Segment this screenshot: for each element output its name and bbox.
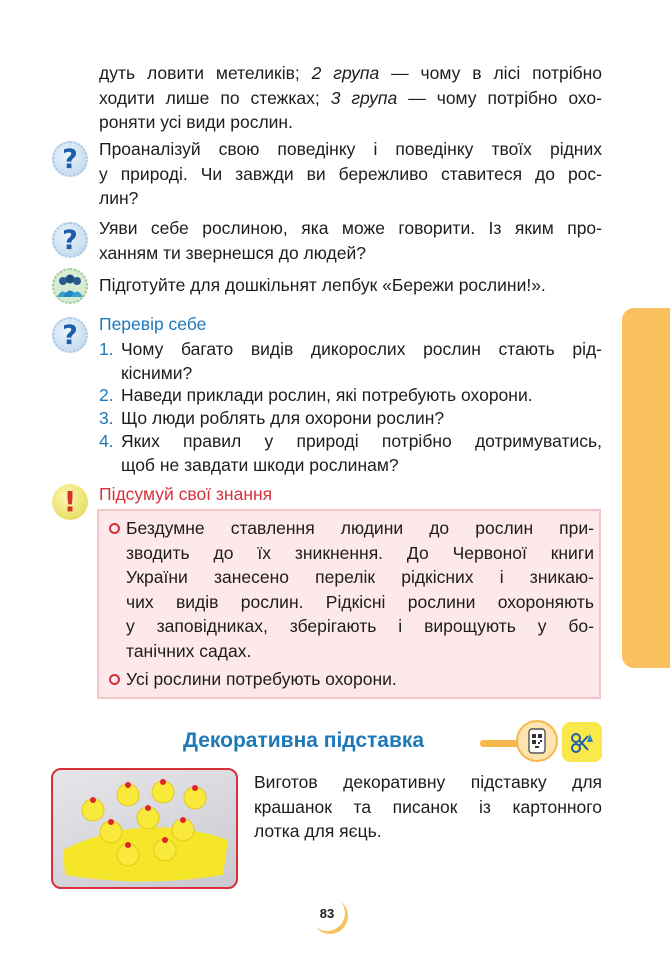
summary-line: Бездумне ставлення людини до рослин при- — [126, 518, 594, 538]
intro-line-1: дуть ловити метеликів; 2 група — чому в лісі потрібно — [99, 63, 602, 83]
craft-photo-chicks — [51, 768, 238, 889]
list-number: 1. — [99, 339, 114, 359]
question-2-line: ханням ти звернешся до людей? — [99, 242, 366, 263]
bullet-circle-icon — [109, 674, 120, 685]
summary-line: Усі рослини потребують охорони. — [126, 669, 397, 689]
group-task-line: Підготуйте для дошкільнят лепбук «Бережи рослини!». — [99, 275, 546, 295]
list-line: Чому багато видів дикорослих рослин стають рід- — [121, 339, 602, 359]
summary-bullet-2 — [126, 667, 594, 692]
list-number: 4. — [99, 431, 114, 451]
intro-paragraph — [99, 61, 602, 135]
summary-line: зводить до їх зникнення. До Червоної книги — [126, 542, 594, 563]
question-icon: ? — [52, 222, 88, 258]
list-number: 3. — [99, 408, 114, 428]
bullet-circle-icon — [109, 523, 120, 534]
list-line: Яких правил у природі потрібно дотримуватись, — [121, 431, 602, 451]
question-1-line: Проаналізуй свою поведінку і поведінку твоїх рідних — [99, 139, 602, 159]
check-yourself-heading: Перевір себе — [99, 314, 207, 334]
summary-box — [97, 509, 601, 699]
intro-line-3: роняти усі види рослин. — [99, 112, 293, 132]
group-task-text — [99, 273, 602, 298]
scissors-craft-icon — [562, 722, 602, 762]
craft-title: Декоративна підставка — [183, 729, 425, 752]
craft-description — [254, 770, 602, 844]
list-text: Що люди роблять для охорони рослин? — [121, 408, 445, 428]
question-1-text — [99, 137, 602, 211]
page-number: 83 — [309, 895, 345, 931]
qr-phone-icon[interactable] — [516, 720, 558, 762]
list-text: Наведи приклади рослин, які потребують охорони. — [121, 385, 533, 405]
question-icon: ? — [52, 317, 88, 353]
summary-line: танічних садах. — [126, 640, 252, 661]
intro-line-2: ходити лише по стежках; 3 група — чому потрібно охо- — [99, 87, 602, 108]
list-line: кісними? — [121, 363, 193, 383]
exclamation-icon: ! — [52, 484, 88, 520]
summary-line: у заповідниках, зберігають і вирощують у бо- — [126, 616, 594, 636]
chapter-side-tab — [622, 308, 670, 668]
summary-bullet-1 — [126, 516, 594, 663]
list-number: 2. — [99, 385, 114, 405]
summary-heading: Підсумуй свої знання — [99, 484, 273, 504]
summary-line: чих видів рослин. Рідкісні рослини охороняють — [126, 591, 594, 612]
question-2-text — [99, 216, 602, 265]
craft-line: крашанок та писанок із картонного — [254, 796, 602, 817]
question-icon: ? — [52, 141, 88, 177]
list-text — [121, 337, 602, 385]
summary-line: України занесено перелік рідкісних і зникаю- — [126, 567, 594, 587]
list-text — [121, 429, 602, 477]
question-1-line: лин? — [99, 188, 139, 208]
list-line: щоб не завдати шкоди рослинам? — [121, 455, 399, 475]
question-1-line: у природі. Чи завжди ви бережливо ставитеся до рос- — [99, 163, 602, 184]
craft-line: лотка для яєць. — [254, 821, 382, 841]
craft-line: Виготов декоративну підставку для — [254, 772, 602, 792]
question-2-line: Уяви себе рослиною, яка може говорити. Із яким про- — [99, 218, 602, 238]
group-work-icon — [52, 268, 88, 304]
